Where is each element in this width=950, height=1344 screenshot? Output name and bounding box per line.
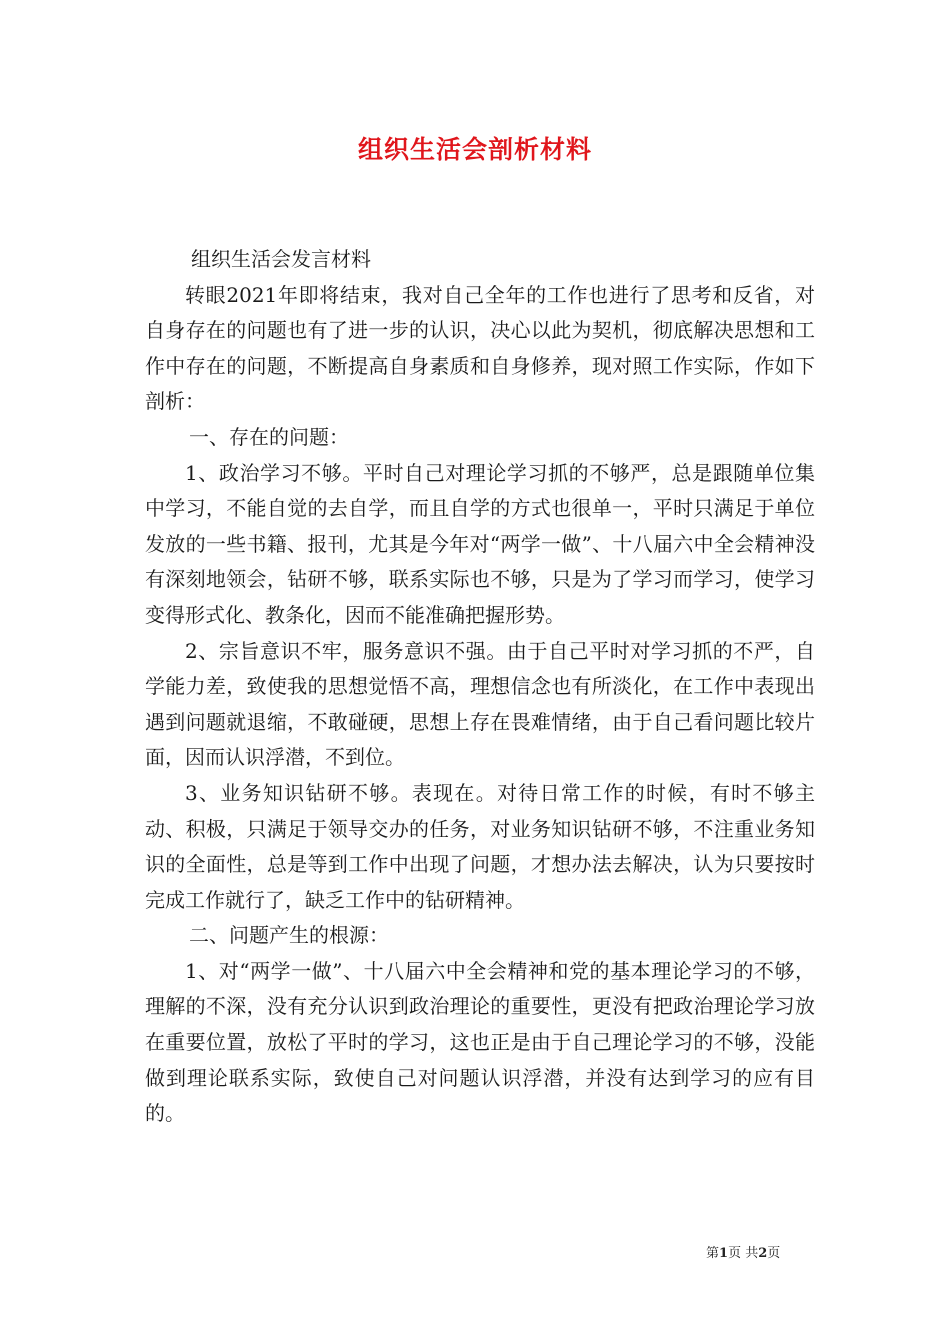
paragraph-problem-2: 2、宗旨意识不牢，服务意识不强。由于自己平时对学习抓的不严，自学能力差，致使我的思想觉悟不高，理想信念也有所淡化，在工作中表现出遇到问题就退缩，不敢碰硬，思想上存在畏难情绪，由于自己看问题比较片面，因而认识浮潜，不到位。 bbox=[145, 638, 815, 770]
paragraph-intro: 转眼2021年即将结束，我对自己全年的工作也进行了思考和反省，对自身存在的问题也有了进一步的认识，决心以此为契机，彻底解决思想和工作中存在的问题，不断提高自身素质和自身修养，现对照工作实际，作如下剖析： bbox=[145, 282, 815, 414]
document-body bbox=[145, 242, 815, 1132]
footer-prefix: 第 bbox=[706, 1246, 720, 1261]
footer-suffix: 页 bbox=[767, 1246, 781, 1261]
paragraph-cause-1: 1、对“两学一做”、十八届六中全会精神和党的基本理论学习的不够，理解的不深，没有充分认识到政治理论的重要性，更没有把政治理论学习放在重要位置，放松了平时的学习，这也正是由于自己理论学习的不够，没能做到理论联系实际，致使自己对问题认识浮潜，并没有达到学习的应有目的。 bbox=[145, 958, 815, 1126]
footer-current-page: 1 bbox=[719, 1246, 729, 1261]
document-title: 组织生活会剖析材料 bbox=[357, 135, 592, 164]
paragraph-problem-1: 1、政治学习不够。平时自己对理论学习抓的不够严，总是跟随单位集中学习，不能自觉的去自学，而且自学的方式也很单一，平时只满足于单位发放的一些书籍、报刊，尤其是今年对“两学一做”、十八届六中全会精神没有深刻地领会，钻研不够，联系实际也不够，只是为了学习而学习，使学习变得形式化、教条化，因而不能准确把握形势。 bbox=[145, 460, 815, 627]
document-subtitle: 组织生活会发言材料 bbox=[191, 247, 371, 271]
section-heading-root-causes: 二、问题产生的根源： bbox=[189, 923, 389, 948]
footer-middle: 页 共 bbox=[728, 1246, 759, 1261]
section-heading-problems: 一、存在的问题： bbox=[189, 424, 349, 449]
paragraph-problem-3: 3、业务知识钻研不够。表现在。对待日常工作的时候，有时不够主动、积极，只满足于领导交办的任务，对业务知识钻研不够，不注重业务知识的全面性，总是等到工作中出现了问题，才想办法去解决，认为只要按时完成工作就行了，缺乏工作中的钻研精神。 bbox=[145, 780, 815, 912]
page-number-footer bbox=[706, 1244, 816, 1264]
footer-total-pages: 2 bbox=[758, 1246, 768, 1261]
